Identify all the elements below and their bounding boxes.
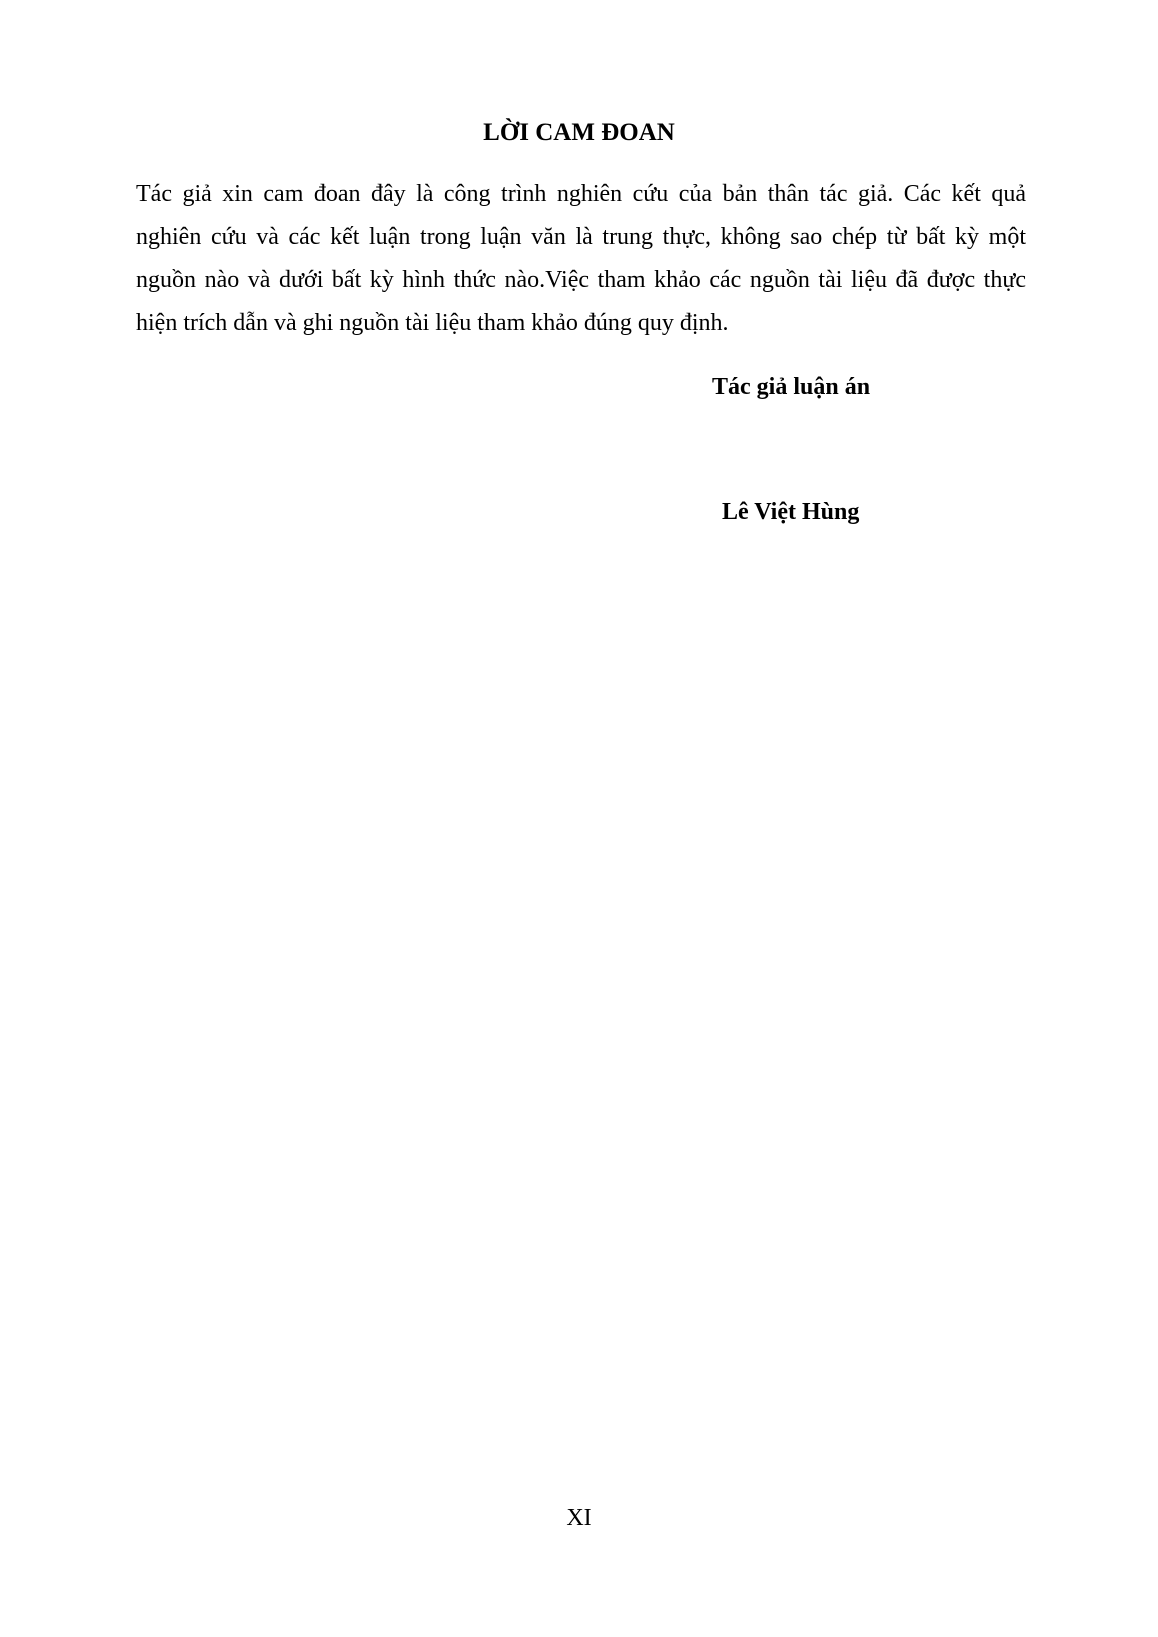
paragraph-line-2: nghiên cứu và các kết luận trong luận văn là trung thực, không sao chép từ bất kỳ một xyxy=(136,224,1026,250)
signature-role: Tác giả luận án xyxy=(712,374,871,400)
page-number: XI xyxy=(566,1505,592,1531)
page-title: LỜI CAM ĐOAN xyxy=(483,119,675,146)
paragraph-line-3: nguồn nào và dưới bất kỳ hình thức nào.Việc tham khảo các nguồn tài liệu đã được thực xyxy=(136,267,1026,293)
author-name: Lê Việt Hùng xyxy=(722,499,860,525)
paragraph-line-4: hiện trích dẫn và ghi nguồn tài liệu tham khảo đúng quy định. xyxy=(136,310,729,336)
declaration-paragraph xyxy=(136,173,1026,345)
paragraph-line-1: Tác giả xin cam đoan đây là công trình nghiên cứu của bản thân tác giả. Các kết quả xyxy=(136,181,1026,207)
